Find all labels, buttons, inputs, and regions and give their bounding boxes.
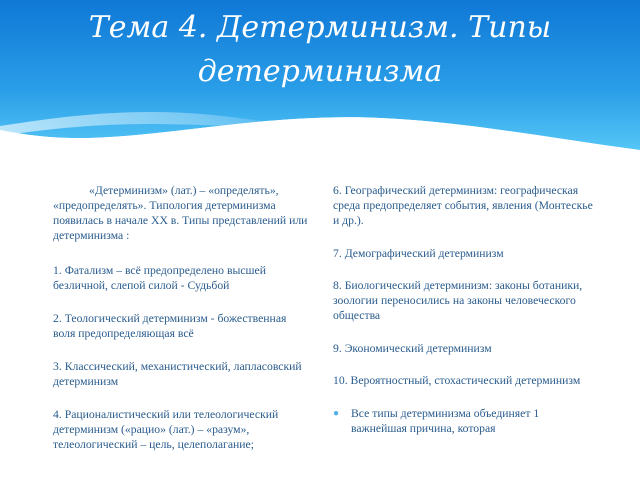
bullet-item bbox=[333, 406, 595, 436]
bullet-text: Все типы детерминизма объединяет 1 важнейшая причина, которая bbox=[351, 407, 540, 435]
list-item: 4. Рационалистический или телеологический детерминизм («рацио» (лат.) – «разум», телеологический – цель, целеполагание; bbox=[53, 408, 279, 451]
list-item: 3. Классический, механистический, лапласовский детерминизм bbox=[53, 360, 302, 388]
list-item: 7. Демографический детерминизм bbox=[333, 247, 504, 260]
right-column bbox=[333, 183, 595, 436]
intro-paragraph: «Детерминизм» (лат.) – «определять», «предопределять». Типология детерминизма появилась в начале XX в. Типы представлений или детерминизма : bbox=[53, 184, 308, 242]
list-item: 8. Биологический детерминизм: законы ботаники, зоологии переносились на законы человеческого общества bbox=[333, 279, 583, 322]
list-item: 1. Фатализм – всё предопределено высшей безличной, слепой силой - Судьбой bbox=[53, 264, 266, 292]
list-item: 10. Вероятностный, стохастический детерминизм bbox=[333, 374, 581, 387]
list-item: 9. Экономический детерминизм bbox=[333, 342, 492, 355]
left-column bbox=[53, 183, 311, 470]
bullet-dot-icon: ● bbox=[333, 408, 340, 419]
list-item: 6. Географический детерминизм: географическая среда предопределяет события, явления (Монтескье и др.). bbox=[333, 184, 593, 227]
list-item: 2. Теологический детерминизм - божественная воля предопределяющая всё bbox=[53, 312, 287, 340]
slide-title: Тема 4. Детерминизм. Типы детерминизма bbox=[88, 10, 552, 89]
